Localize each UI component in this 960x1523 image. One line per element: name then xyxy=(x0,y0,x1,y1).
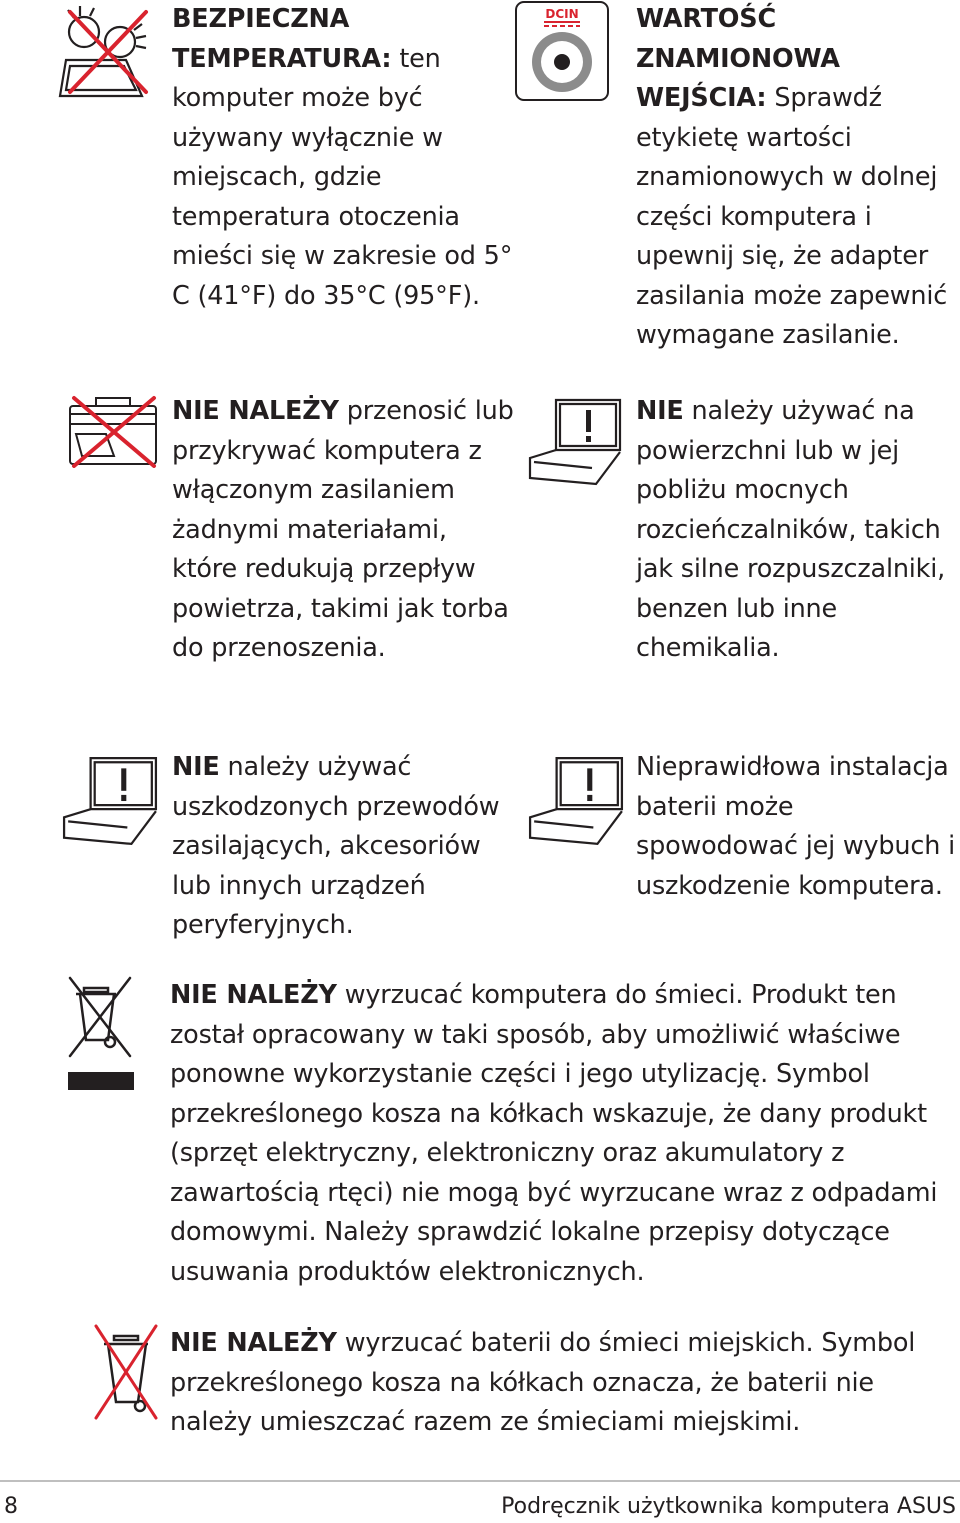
laptop-warning-icon xyxy=(526,754,626,846)
no-bag-icon xyxy=(66,394,160,468)
footer-title: Podręcznik użytkownika komputera ASUS xyxy=(501,1494,956,1519)
dcin-port-icon xyxy=(514,0,610,102)
laptop-warning-icon xyxy=(60,754,160,846)
notice-text: wyrzucać komputera do śmieci. Produkt ten został opracowany w taki sposób, aby umożliwić właściwe ponowne wykorzystanie części i jego utylizację. Symbol przekreślonego kosza na kółkach wskazuje, że dany produkt (sprzęt elektryczny, elektroniczny oraz akumulatory z zawartością rtęci) nie mogą być wyrzucane wraz z odpadami domowymi. Należy sprawdzić lokalne przepisy dotyczące usuwania produktów elektronicznych. xyxy=(170,980,938,1287)
input-rating-notice xyxy=(636,0,960,356)
disposal-notice xyxy=(170,976,960,1292)
solvents-notice xyxy=(636,392,960,669)
notice-text: ten komputer może być używany wyłącznie w miejscach, gdzie temperatura otoczenia mieści się w zakresie od 5° C (41°F) do 35°C (95°F). xyxy=(172,43,513,311)
battery-disposal-notice xyxy=(170,1324,960,1443)
notice-heading: NIE NALEŻY xyxy=(170,1328,337,1358)
notice-heading: WARTOŚĆ ZNAMIONOWA WEJŚCIA: xyxy=(636,4,840,113)
footer-divider xyxy=(0,1480,960,1482)
notice-text: Nieprawidłowa instalacja baterii może spowodować jej wybuch i uszkodzenie komputera. xyxy=(636,752,955,901)
laptop-warning-icon xyxy=(526,396,624,486)
notice-text: należy używać uszkodzonych przewodów zasilających, akcesoriów lub innych urządzeń peryferyjnych. xyxy=(172,752,500,940)
notice-text: przenosić lub przykrywać komputera z włączonym zasilaniem żadnymi materiałami, które redukują przepływ powietrza, takimi jak torba do przenoszenia. xyxy=(172,396,514,663)
temperature-warning-icon xyxy=(56,4,160,100)
notice-text: Sprawdź etykietę wartości znamionowych w dolnej części komputera i upewnij się, że adapter zasilania może zapewnić wymagane zasilanie. xyxy=(636,83,948,350)
notice-heading: NIE NALEŻY xyxy=(172,396,339,426)
crossed-bin-icon xyxy=(64,974,138,1094)
notice-heading: NIE xyxy=(172,752,220,782)
notice-heading: BEZPIECZNA TEMPERATURA: xyxy=(172,4,392,74)
page-number: 8 xyxy=(4,1494,18,1519)
notice-heading: NIE NALEŻY xyxy=(170,980,337,1010)
cables-notice xyxy=(172,748,517,946)
notice-text: należy używać na powierzchni lub w jej pobliżu mocnych rozcieńczalników, takich jak silne rozpuszczalniki, benzen lub inne chemikalia. xyxy=(636,396,946,663)
notice-heading: NIE xyxy=(636,396,684,426)
temperature-notice xyxy=(172,0,517,316)
dcin-label: DCIN xyxy=(545,7,579,21)
notice-text: wyrzucać baterii do śmieci miejskich. Symbol przekreślonego kosza na kółkach oznacza, że baterii nie należy umieszczać razem ze śmieciami miejskimi. xyxy=(170,1328,916,1437)
cover-notice xyxy=(172,392,517,669)
crossed-bin-battery-icon xyxy=(92,1322,160,1422)
battery-notice xyxy=(636,748,960,906)
